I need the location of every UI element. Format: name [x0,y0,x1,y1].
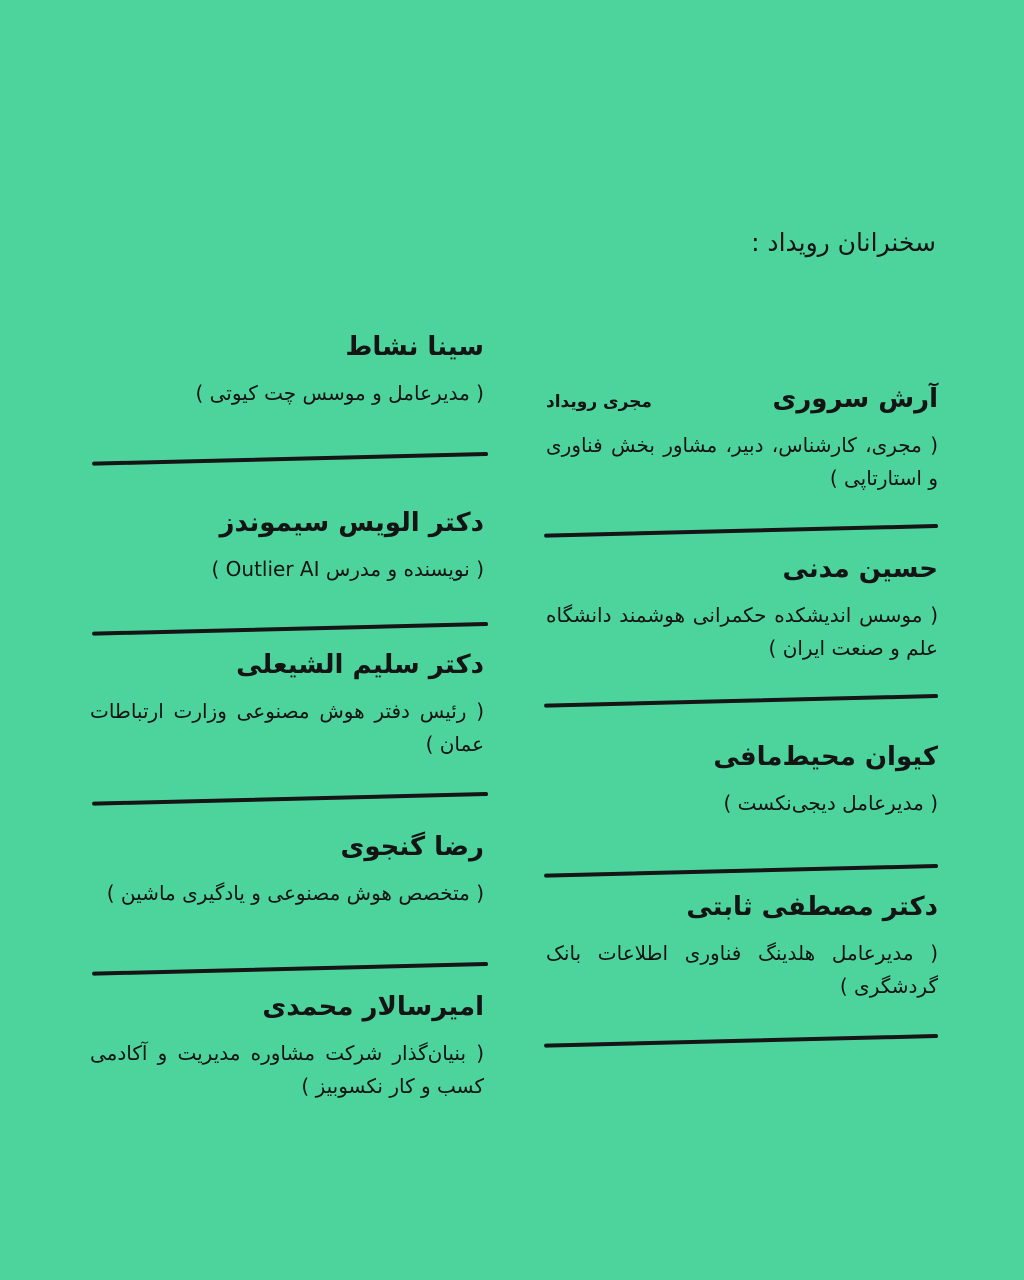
divider-line [544,694,938,708]
speaker-card [546,892,938,1003]
speaker-name: کیوان محیط‌مافی [713,742,938,772]
speaker-card [90,832,484,910]
divider-line [544,1034,938,1048]
speaker-name: امیرسالار محمدی [262,992,484,1022]
speaker-role: ( نویسنده و مدرس Outlier AI ) [211,557,484,582]
speaker-role: ( رئیس دفتر هوش مصنوعی وزارت ارتباطات عمان ) [90,699,484,757]
speaker-role: ( موسس اندیشکده حکمرانی هوشمند دانشگاه علم و صنعت ایران ) [546,603,938,661]
divider-line [92,962,488,976]
divider-line [92,622,488,636]
speaker-card [546,742,938,820]
speaker-name: سینا نشاط [345,332,484,362]
speaker-name: حسین مدنی [782,554,938,584]
speaker-role: ( مدیرعامل و موسس چت کیوتی ) [195,381,484,406]
speaker-card [90,508,484,586]
speaker-name: دکتر مصطفی ثابتی [686,892,938,922]
speaker-role: ( مدیرعامل هلدینگ فناوری اطلاعات بانک گردشگری ) [546,941,938,999]
speaker-role: ( مجری، کارشناس، دبیر، مشاور بخش فناوری و استارتاپی ) [546,433,938,491]
speaker-name: رضا گنجوی [340,832,484,862]
divider-line [544,524,938,538]
speaker-name: دکتر الویس سیموندز [219,508,484,538]
speaker-role: ( بنیان‌گذار شرکت مشاوره مدیریت و آکادمی کسب و کار نکسوبیز ) [90,1041,484,1099]
divider-line [92,452,488,466]
speaker-role: ( مدیرعامل دیجی‌نکست ) [723,791,938,816]
speaker-name: آرش سروری [772,384,938,414]
page-title: سخنرانان رویداد : [751,228,936,257]
speaker-card [546,384,938,495]
speaker-card [90,332,484,410]
divider-line [544,864,938,878]
host-tag: مجری رویداد [546,392,652,412]
speaker-name: دکتر سلیم الشیعلی [236,650,484,680]
speaker-role: ( متخصص هوش مصنوعی و یادگیری ماشین ) [106,881,484,906]
speaker-name-row [546,384,938,415]
speaker-card [90,650,484,761]
speaker-card [90,992,484,1103]
speaker-card [546,554,938,665]
divider-line [92,792,488,806]
